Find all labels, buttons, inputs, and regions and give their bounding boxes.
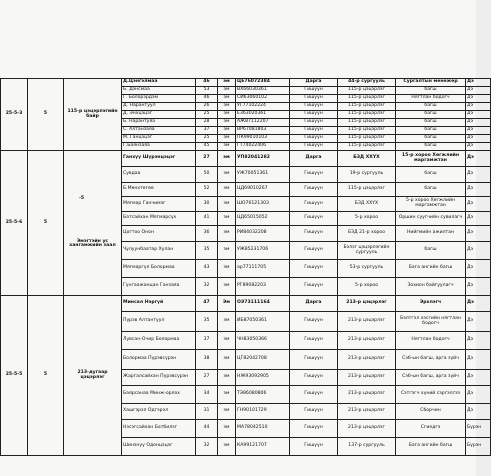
job-title: Нягтлан бодогч (396, 332, 466, 350)
extra: Дэ (466, 151, 491, 167)
position: Дарга (290, 151, 338, 167)
register-number: ПК99010103 (236, 135, 290, 143)
register-number: НЖ93092905 (236, 370, 290, 386)
group-count: 5 (28, 151, 64, 296)
age: 36 (196, 226, 218, 242)
gender: эм (218, 127, 236, 135)
group-unit-label: 115-р цэцэрлэгийн байр (67, 108, 118, 119)
job-title: Оршин суугчийн сувилагч (396, 212, 466, 226)
position: Гишүүн (290, 370, 338, 386)
position: Гишүүн (290, 143, 338, 151)
register-number: ГН90101729 (236, 404, 290, 420)
workplace: БЗД 21-р хороо (338, 226, 396, 242)
workplace: БЗД ХХҮХ (338, 197, 396, 212)
member-name: Лувсан-Очир Болормаа (122, 332, 196, 350)
job-title: багш (396, 119, 466, 127)
gender: эм (218, 404, 236, 420)
extra: Бүрэн (466, 420, 491, 438)
workplace: 213-р цэцэрлэг (338, 404, 396, 420)
job-title: Сгиедгэ (396, 420, 466, 438)
workplace: 115-р цэцэрлэг (338, 119, 396, 127)
age: 41 (196, 212, 218, 226)
position: Гишүүн (290, 103, 338, 111)
position: Гишүүн (290, 404, 338, 420)
group-unit-label: Эмэгтэйн ус хангамжийн заал (69, 238, 116, 249)
position: Гишүүн (290, 167, 338, 183)
job-title: багш (396, 242, 466, 260)
register-number: ар77111705 (236, 260, 290, 278)
member-name: Сувдаа (122, 167, 196, 183)
extra: Дэ (466, 312, 491, 332)
gender: эм (218, 95, 236, 103)
group-code: 25-5-3 (1, 79, 28, 151)
gender: эм (218, 226, 236, 242)
group-code: 25-5-6 (1, 151, 28, 296)
position: Дарга (290, 79, 338, 87)
member-name: Жаргалсайхан Пүрэвсүрэн (122, 370, 196, 386)
age: 35 (196, 242, 218, 260)
age: 45 (196, 143, 218, 151)
group-unit (64, 79, 122, 151)
register-number: УЖ70051361 (236, 167, 290, 183)
gender: эм (218, 87, 236, 95)
age: 32 (196, 438, 218, 456)
gender: эм (218, 260, 236, 278)
gender: эм (218, 167, 236, 183)
member-name: Мягмар Ганчимэг (122, 197, 196, 212)
member-name: Д. Энхцэцэг (122, 111, 196, 119)
member-name: Нэсэгсайхан Батбилэг (122, 420, 196, 438)
member-name: Б. Дэнсмаа (122, 87, 196, 95)
position: Гишүүн (290, 197, 338, 212)
position: Гишүүн (290, 226, 338, 242)
job-title: Зохион байгуулагч (396, 278, 466, 296)
member-name: Пүрэв Алтантуул (122, 312, 196, 332)
register-number: КА99121707 (236, 438, 290, 456)
age: 44 (196, 420, 218, 438)
job-title: багш (396, 183, 466, 197)
register-number: ВР67081803 (236, 127, 290, 135)
member-name: Ганхүү Шүрэнцэцэг (122, 151, 196, 167)
register-number: ЦЕ76072384 (236, 79, 290, 87)
age: 35 (196, 312, 218, 332)
workplace: 213-р цэцэрлэг (338, 312, 396, 332)
age: 46 (196, 79, 218, 87)
commission-table (0, 78, 491, 456)
member-name: Д.Цэнгэлмаа (122, 79, 196, 87)
workplace: Бэлэг цэцэрлэгийн сургууль (338, 242, 396, 260)
workplace: 213-р цэцэрлэг (338, 350, 396, 370)
age: 46 (196, 95, 218, 103)
extra: Дэ (466, 167, 491, 183)
gender: эм (218, 183, 236, 197)
position: Гишүүн (290, 183, 338, 197)
job-title: багш (396, 167, 466, 183)
job-title: 15-р хороо Хөгжлийн маргамжтан (396, 151, 466, 167)
job-title: Сэб-ын багш, арга зүйч (396, 350, 466, 370)
register-number: ГТ74022406 (236, 143, 290, 151)
age: 52 (196, 183, 218, 197)
gender: эм (218, 278, 236, 296)
table-row (1, 296, 491, 312)
age: 50 (196, 167, 218, 183)
age: 53 (196, 87, 218, 95)
register-number: ЦД65015052 (236, 212, 290, 226)
table-row (1, 79, 491, 87)
job-title: багш (396, 111, 466, 119)
extra: Дэ (466, 103, 491, 111)
workplace: 115-р цэцэрлэг (338, 95, 396, 103)
position: Гишүүн (290, 332, 338, 350)
workplace: 53-р сургууль (338, 260, 396, 278)
position: Гишүүн (290, 438, 338, 456)
age: 25 (196, 135, 218, 143)
group-unit-label: 213-дугаар цэцэрлэг (77, 369, 108, 380)
extra: Дэ (466, 296, 491, 312)
position: Гишүүн (290, 386, 338, 404)
position: Гишүүн (290, 212, 338, 226)
group-unit (64, 296, 122, 456)
member-name: Шинэнүү Одонцэцэг (122, 438, 196, 456)
workplace: БЗД ХХҮХ (338, 151, 396, 167)
extra: Дэ (466, 135, 491, 143)
workplace: 115-р цэцэрлэг (338, 111, 396, 119)
workplace: 115-р цэцэрлэг (338, 183, 396, 197)
job-title: Бага ангийн багш (396, 260, 466, 278)
position: Гишүүн (290, 312, 338, 332)
extra: Дэ (466, 79, 491, 87)
age: 32 (196, 278, 218, 296)
position: Гишүүн (290, 350, 338, 370)
job-title: 5-р хороо Хөгжлийн маргамжтан (396, 197, 466, 212)
age: 27 (196, 370, 218, 386)
member-name: Д. Нарантуул (122, 103, 196, 111)
extra: Дэ (466, 350, 491, 370)
member-name: Б. Нарантуяа (122, 119, 196, 127)
workplace: 213-р цэцэрлэг (338, 296, 396, 312)
workplace: 19-р сургууль (338, 167, 396, 183)
workplace: 115-р цэцэрлэг (338, 87, 396, 95)
age: 43 (196, 260, 218, 278)
gender: эм (218, 370, 236, 386)
job-title: багш (396, 135, 466, 143)
register-number: ЧН83050366 (236, 332, 290, 350)
extra: Бүрэн (466, 438, 491, 456)
register-number: ВХ66030361 (236, 87, 290, 95)
workplace: 137-р сургууль (338, 438, 396, 456)
member-name: Чулуунбаатар Хулан (122, 242, 196, 260)
register-number: ШО76121303 (236, 197, 290, 212)
age: 31 (196, 404, 218, 420)
gender: эм (218, 420, 236, 438)
register-number: ИБ87050361 (236, 312, 290, 332)
job-title: Бага ангийн багш (396, 438, 466, 456)
workplace: 213-р цэцэрлэг (338, 332, 396, 350)
gender: эм (218, 135, 236, 143)
gender: эм (218, 438, 236, 456)
age: 28 (196, 119, 218, 127)
member-name: Г. Болорэрдэм (122, 95, 196, 103)
age: 37 (196, 127, 218, 135)
group-code: 25-5-5 (1, 296, 28, 456)
job-title: Сэб-ын багш, арга зүйч (396, 370, 466, 386)
extra: Дэ (466, 127, 491, 135)
gender: эм (218, 103, 236, 111)
gender: эм (218, 242, 236, 260)
gender: эм (218, 212, 236, 226)
position: Гишүүн (290, 119, 338, 127)
extra: Дэ (466, 95, 491, 103)
register-number: МА78042510 (236, 420, 290, 438)
age: 47 (196, 296, 218, 312)
gender: эм (218, 143, 236, 151)
job-title: Нягтлан бодогч (396, 95, 466, 103)
position: Гишүүн (290, 95, 338, 103)
extra: Дэ (466, 197, 491, 212)
position: Гишүүн (290, 278, 338, 296)
register-number: ОЭ73111164 (236, 296, 290, 312)
register-number: УЖ85231706 (236, 242, 290, 260)
workplace: 213-р цэцэрлэг (338, 370, 396, 386)
extra: Дэ (466, 119, 491, 127)
position: Гишүүн (290, 135, 338, 143)
age: 37 (196, 332, 218, 350)
job-title: Сургалтын менежер (396, 79, 466, 87)
position: Гишүүн (290, 420, 338, 438)
gender: эм (218, 79, 236, 87)
age: 34 (196, 386, 218, 404)
register-number: АЖ87112207 (236, 119, 290, 127)
gender: Эм (218, 296, 236, 312)
register-number: РГ89082203 (236, 278, 290, 296)
register-number: УП82041282 (236, 151, 290, 167)
position: Гишүүн (290, 87, 338, 95)
gender: эм (218, 151, 236, 167)
register-number: ТЭ86080806 (236, 386, 290, 404)
member-name: Минсал Нэргүй (122, 296, 196, 312)
gender: эм (218, 350, 236, 370)
age: 30 (196, 197, 218, 212)
age: 38 (196, 350, 218, 370)
member-name: М. Ганцэцэг (122, 135, 196, 143)
extra: Дэ (466, 332, 491, 350)
extra: Дэ (466, 278, 491, 296)
register-number: УГ77102224 (236, 103, 290, 111)
position: Гишүүн (290, 111, 338, 119)
extra: Дэ (466, 87, 491, 95)
workplace: 213-р цэцэрлэг (338, 386, 396, 404)
register-number: ЕЗ63020361 (236, 111, 290, 119)
job-title: Бэлтгэл хэсгийн нягтлан бодогч (396, 312, 466, 332)
job-title: Эрхлэгч (396, 296, 466, 312)
job-title: Нийгмийн ажилтан (396, 226, 466, 242)
extra: Дэ (466, 226, 491, 242)
group-count: 5 (28, 79, 64, 151)
extra: Дэ (466, 260, 491, 278)
group-unit (64, 151, 122, 296)
gender: эм (218, 119, 236, 127)
group-mark: -5 (79, 195, 85, 201)
member-name: Цогтоо Онон (122, 226, 196, 242)
member-name: Болормаа Пүрэвсүрэн (122, 350, 196, 370)
gender: эм (218, 332, 236, 350)
position: Гишүүн (290, 242, 338, 260)
job-title: багш (396, 143, 466, 151)
extra: Дэ (466, 370, 491, 386)
extra: Дэ (466, 143, 491, 151)
extra: Дэ (466, 242, 491, 260)
member-name: Батсайхан Мягмарсүх (122, 212, 196, 226)
age: 26 (196, 103, 218, 111)
member-name: Гүнгаажанцан Ганзаяа (122, 278, 196, 296)
workplace: 5-р хороо (338, 212, 396, 226)
extra: Дэ (466, 386, 491, 404)
workplace: 115-р цэцэрлэг (338, 127, 396, 135)
job-title: Сборчин (396, 404, 466, 420)
workplace: 115-р цэцэрлэг (338, 103, 396, 111)
gender: эм (218, 386, 236, 404)
member-name: Б.Мөнхтөгөө (122, 183, 196, 197)
member-name: Г.Баянзаяа (122, 143, 196, 151)
age: 25 (196, 111, 218, 119)
member-name: Баярсанаа Минж-орлох (122, 386, 196, 404)
job-title: багш (396, 103, 466, 111)
job-title: багш (396, 127, 466, 135)
workplace: 115-р цэцэрлэг (338, 143, 396, 151)
workplace: 213-р цэцэрлэг (338, 420, 396, 438)
extra: Дэ (466, 111, 491, 119)
group-count: 5 (28, 296, 64, 456)
workplace: 44-р сургууль (338, 79, 396, 87)
member-name: Хашгэрэл Одгэрэл (122, 404, 196, 420)
age: 27 (196, 151, 218, 167)
gender: эм (218, 312, 236, 332)
position: Гишүүн (290, 127, 338, 135)
register-number: СИ63060102 (236, 95, 290, 103)
workplace: 115-р цэцэрлэг (338, 135, 396, 143)
gender: эм (218, 111, 236, 119)
register-number: ЦД69010267 (236, 183, 290, 197)
gender: эм (218, 197, 236, 212)
workplace: 5-р хороо (338, 278, 396, 296)
position: Дарга (290, 296, 338, 312)
position: Гишүүн (290, 260, 338, 278)
job-title: багш (396, 87, 466, 95)
extra: Дэ (466, 183, 491, 197)
register-number: ЦГ82042708 (236, 350, 290, 370)
member-name: Мягмаргүл Болормаа (122, 260, 196, 278)
extra: Дэ (466, 404, 491, 420)
extra: Дэ (466, 212, 491, 226)
member-name: С. Алтанзаяа (122, 127, 196, 135)
table-row (1, 151, 491, 167)
job-title: Сэтгэгч хүний сэргэлгээ (396, 386, 466, 404)
register-number: РИ84032208 (236, 226, 290, 242)
